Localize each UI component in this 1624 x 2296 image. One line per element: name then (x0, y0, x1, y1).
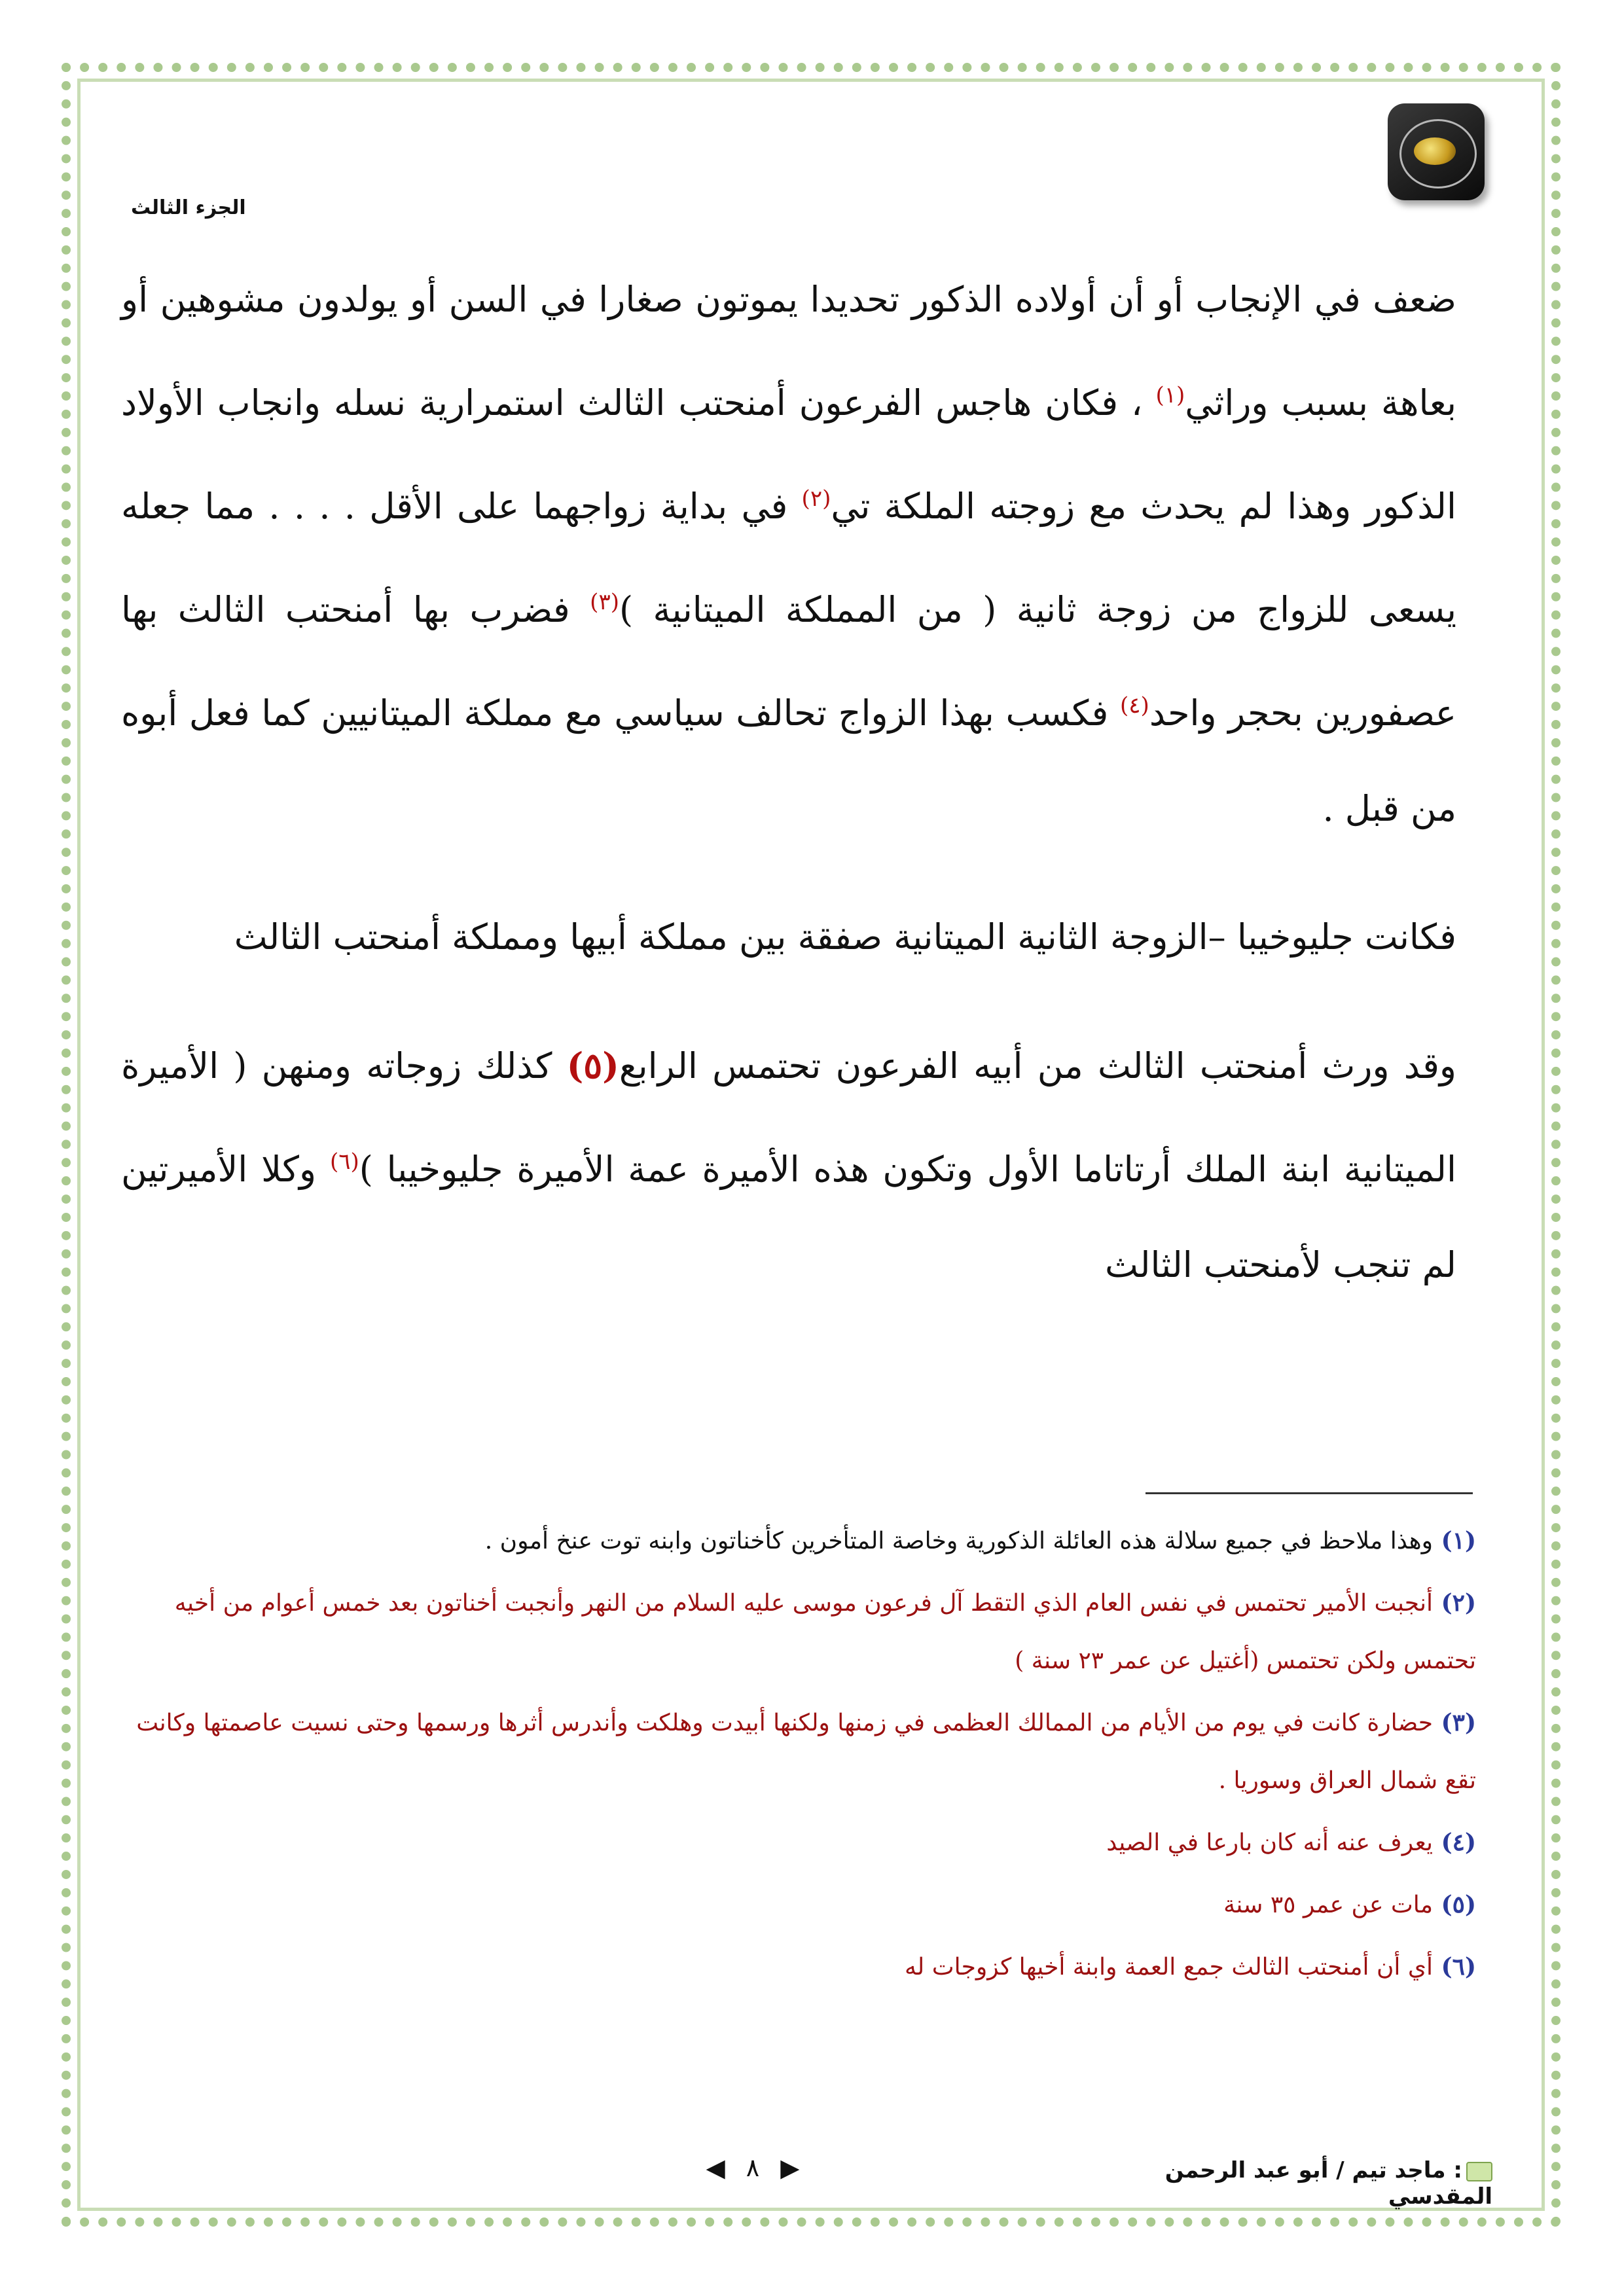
footnote-number: (٤) (1433, 1829, 1476, 1856)
footnote-item (121, 1876, 1476, 1934)
footnote-text: حضارة كانت في يوم من الأيام من الممالك العظمى في زمنها ولكنها أبيدت وهلكت وأندرس أثرها ورسمها وحتى نسيت عاصمتها وكانت تقع شمال العراق وسوريا . (136, 1710, 1476, 1794)
footnote-number: (٥) (1433, 1891, 1476, 1918)
body-text-segment: فضرب بها أمنحتب الثالث بها عصفورين بحجر واحد (121, 589, 1456, 734)
body-paragraph (121, 252, 1456, 857)
footnote-item (121, 1694, 1476, 1810)
footnote-ref[interactable]: (١) (1155, 382, 1185, 408)
footnote-text: أنجبت الأمير تحتمس في نفس العام الذي التقط آل فرعون موسى عليه السلام من النهر وأنجبت أخناتون بعد خمس أعوام من أخيه تحتمس ولكن تحتمس (أغتيل عن عمر ٢٣ سنة ) (174, 1590, 1476, 1674)
pen-icon (1466, 2162, 1492, 2181)
footnote-number: (٦) (1433, 1953, 1476, 1981)
footnote-item (121, 1574, 1476, 1690)
footnote-ref[interactable]: (٤) (1120, 692, 1149, 719)
footnote-separator (1146, 1492, 1473, 1494)
page-number: ٨ (746, 2153, 760, 2182)
author-name: : ماجد تيم / أبو عبد الرحمن المقدسي (1164, 2157, 1492, 2210)
footnote-ref[interactable]: (٣) (590, 589, 619, 615)
footnote-text: وهذا ملاحظ في جميع سلالة هذه العائلة الذكورية وخاصة المتأخرين كأخناتون وابنه توت عنخ أمون . (484, 1528, 1434, 1554)
body-text-segment: فكسب بهذا الزواج تحالف سياسي مع مملكة الميتانيين كما فعل أبوه من قبل . (121, 692, 1456, 829)
footnote-item (121, 1512, 1476, 1570)
footnote-number: (٢) (1433, 1589, 1476, 1617)
prev-page-icon[interactable]: ◀ (706, 2153, 725, 2182)
body-text-segment: ، فكان هاجس الفرعون أمنحتب الثالث استمرارية نسله وانجاب الأولاد الذكور وهذا لم يحدث مع زوجته الملكة تي (121, 382, 1456, 527)
body-text-segment: في بداية زواجهما على الأقل . . . . مما جعله يسعى للزواج من زوجة ثانية ( من المملكة الميتانية ) (121, 486, 1456, 630)
site-logo-icon (1388, 103, 1485, 200)
footnote-item (121, 1814, 1476, 1872)
body-text-segment: فكانت جليوخيبا –الزوجة الثانية الميتانية صفقة بين مملكة أبيها ومملكة أمنحتب الثالث (234, 916, 1456, 958)
body-text-segment: كذلك زوجاته ومنهن ( الأميرة الميتانية ابنة الملك أرتاتاما الأول وتكون هذه الأميرة عمة الأميرة جليوخيبا ) (121, 1045, 1456, 1190)
body-text-segment: ضعف في الإنجاب أو أن أولاده الذكور تحديدا يموتون صغارا في السن أو يولدون مشوهين أو بعاهة بسبب وراثي (121, 279, 1456, 423)
next-page-icon[interactable]: ▶ (780, 2153, 800, 2182)
footnotes-list (121, 1512, 1476, 2000)
footnote-text: أي أن أمنحتب الثالث جمع العمة وابنة أخيها كزوجات له (905, 1954, 1434, 1981)
main-text (121, 252, 1456, 1313)
footnote-ref[interactable]: (٢) (801, 486, 831, 512)
footnote-ref[interactable]: (٦) (329, 1149, 359, 1175)
footnote-text: مات عن عمر ٣٥ سنة (1223, 1892, 1434, 1918)
body-text-segment: وكلا الأميرتين لم تنجب لأمنحتب الثالث (121, 1149, 1456, 1285)
footnote-ref[interactable]: (٥) (566, 1045, 619, 1086)
footnote-item (121, 1938, 1476, 1996)
footnote-number: (٣) (1433, 1709, 1476, 1736)
footnote-number: (١) (1433, 1527, 1476, 1554)
body-text-segment: وقد ورث أمنحتب الثالث من أبيه الفرعون تحتمس الرابع (619, 1045, 1457, 1086)
part-label: الجزء الثالث (131, 196, 246, 219)
page-navigation (687, 2153, 818, 2182)
body-paragraph (121, 889, 1456, 985)
author-credit (1126, 2157, 1492, 2210)
footnote-text: يعرف عنه أنه كان بارعا في الصيد (1106, 1829, 1434, 1856)
body-paragraph (121, 1018, 1456, 1313)
